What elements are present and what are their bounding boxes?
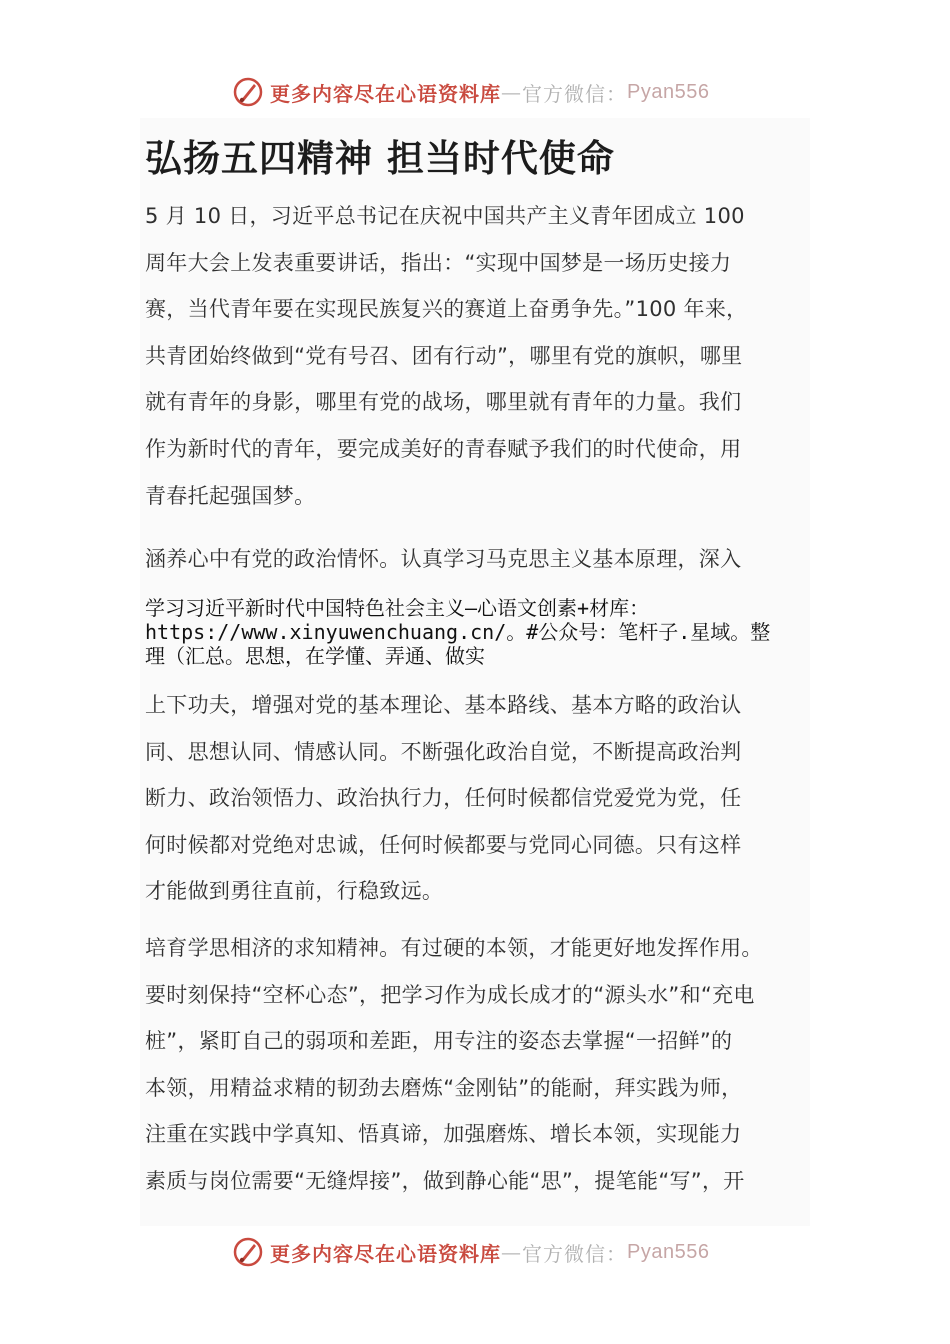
text-line: 共青团始终做到“党有号召、团有行动”，哪里有党的旗帜，哪里 <box>145 343 743 368</box>
watermark-label: 官方微信： <box>522 1241 627 1266</box>
text-line: 作为新时代的青年，要完成美好的青春赋予我们的时代使命，用 <box>145 436 742 461</box>
text-line: 断力、政治领悟力、政治执行力，任何时候都信党爱党为党，任 <box>145 786 742 811</box>
text-line: 就有青年的身影，哪里有党的战场，哪里就有青年的力量。我们 <box>145 390 742 415</box>
text-line: 本领，用精益求精的韧劲去磨炼“金刚钻”的能耐，拜实践为师， <box>145 1075 743 1100</box>
paragraph-3 <box>145 925 805 1205</box>
text-line: 要时刻保持“空杯心态”，把学习作为成长成才的“源头水”和“充电 <box>145 982 755 1007</box>
text-line: 培育学思相济的求知精神。有过硬的本领，才能更好地发挥作用。 <box>145 936 763 960</box>
text-line: 素质与岗位需要“无缝焊接”，做到静心能“思”，提笔能“写”，开 <box>145 1168 745 1193</box>
text-line: 同、思想认同、情感认同。不断强化政治自觉，不断提高政治判 <box>145 739 742 764</box>
watermark-handle: Pyan556 <box>627 1240 710 1263</box>
text-line: 何时候都对党绝对忠诚，任何时候都要与党同心同德。只有这样 <box>145 832 742 857</box>
paragraph-2 <box>145 536 805 583</box>
paragraph-2-continued <box>145 682 805 915</box>
watermark-separator: — <box>501 1240 522 1264</box>
watermark-handle: Pyan556 <box>627 80 710 103</box>
source-url-line: https://www.xinyuwenchuang.cn/。#公众号：笔杆子.星域。整 <box>145 620 771 644</box>
text-line: 学习习近平新时代中国特色社会主义—心语文创素+材库： <box>145 596 650 620</box>
text-line: 5 月 10 日，习近平总书记在庆祝中国共产主义青年团成立 100 <box>145 204 745 228</box>
inserted-source-block <box>145 596 825 668</box>
text-line: 涵养心中有党的政治情怀。认真学习马克思主义基本原理，深入 <box>145 547 742 571</box>
footer-watermark <box>232 1232 752 1272</box>
quill-seal-icon <box>232 1236 264 1268</box>
watermark-main-text: 更多内容尽在心语资料库 <box>270 81 501 106</box>
paragraph-1 <box>145 193 805 519</box>
text-line: 注重在实践中学真知、悟真谛，加强磨炼、增长本领，实现能力 <box>145 1122 742 1147</box>
text-line: 上下功夫，增强对党的基本理论、基本路线、基本方略的政治认 <box>145 693 742 717</box>
header-watermark <box>232 72 752 112</box>
watermark-label: 官方微信： <box>522 81 627 106</box>
text-line: 才能做到勇往直前，行稳致远。 <box>145 879 444 904</box>
text-line: 桩”，紧盯自己的弱项和差距，用专注的姿态去掌握“一招鲜”的 <box>145 1029 733 1054</box>
watermark-main-text: 更多内容尽在心语资料库 <box>270 1241 501 1266</box>
document-title: 弘扬五四精神 担当时代使命 <box>145 137 615 180</box>
text-line: 赛，当代青年要在实现民族复兴的赛道上奋勇争先。”100 年来， <box>145 297 748 322</box>
text-line: 周年大会上发表重要讲话，指出：“实现中国梦是一场历史接力 <box>145 250 732 275</box>
watermark-separator: — <box>501 80 522 104</box>
text-line: 青春托起强国梦。 <box>145 483 316 508</box>
quill-seal-icon <box>232 76 264 108</box>
text-line: 理（汇总。思想，在学懂、弄通、做实 <box>145 644 485 668</box>
